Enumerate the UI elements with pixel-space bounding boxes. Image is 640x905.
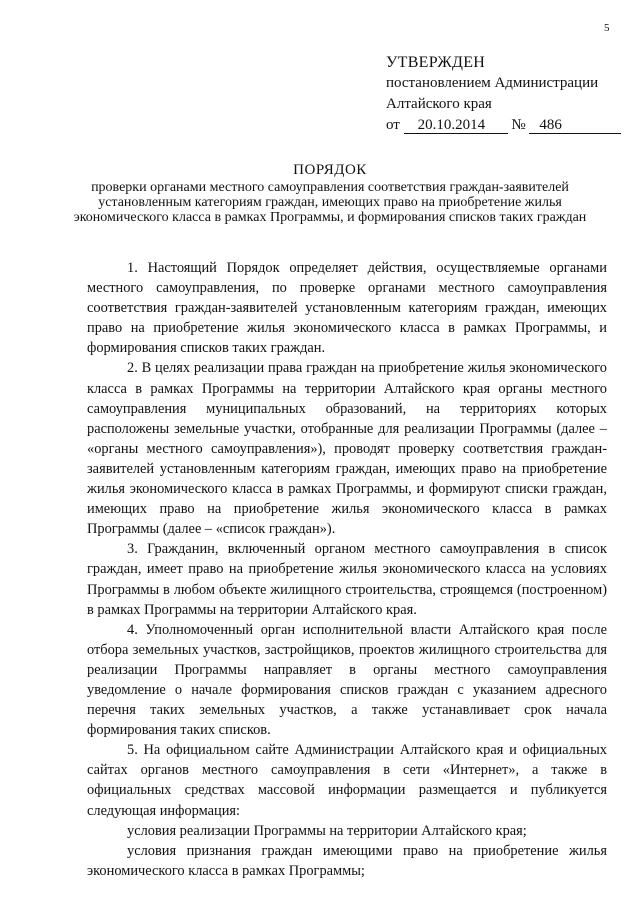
approval-date-line	[386, 115, 621, 136]
document-body	[87, 258, 607, 881]
approval-line-1: постановлением Администрации	[386, 75, 599, 91]
list-item-eligibility-conditions: условия признания граждан имеющими право на приобретение жилья экономического класса в рамках Программы;	[87, 842, 607, 879]
approval-number: 486	[529, 117, 621, 134]
paragraph-2: 2. В целях реализации права граждан на приобретение жилья экономического класса в рамках Программы на территории Алтайского края органы местного самоуправления муниципальных образований, на территориях которых расположены земельные участки, отобранные для реализации Программы (далее – «органы местного самоуправления»), проводят проверку соответствия граждан-заявителей установленным категориям граждан, имеющих право на приобретение жилья экономического класса в рамках Программы, и формируют списки граждан, имеющих право на приобретение жилья экономического класса в рамках Программы (далее – «список граждан»).	[87, 360, 607, 538]
page-number: 5	[604, 22, 610, 34]
list-item-program-conditions: условия реализации Программы на территории Алтайского края;	[127, 822, 527, 839]
paragraph-3: 3. Гражданин, включенный органом местного самоуправления в список граждан, имеет право на приобретение жилья экономического класса на условиях Программы в любом объекте жилищного строительства, строящемся (построенном) в рамках Программы на территории Алтайского края.	[87, 541, 607, 618]
document-title: ПОРЯДОК	[293, 162, 367, 178]
approval-title: УТВЕРЖДЕН	[386, 54, 486, 71]
paragraph-1: 1. Настоящий Порядок определяет действия, осуществляемые органами местного самоуправления, по проверке органами местного самоуправления соответствия граждан-заявителей установленным категориям граждан, имеющих право на приобретение жилья экономического класса в рамках Программы, и формирования списков таких граждан.	[87, 260, 607, 357]
approval-number-label: №	[511, 117, 526, 133]
paragraph-5: 5. На официальном сайте Администрации Алтайского края и официальных сайтах органов местного самоуправления в сети «Интернет», а также в официальных средствах массовой информации размещается и публикуется следующая информация:	[87, 742, 607, 819]
approval-from-label: от	[386, 117, 400, 133]
approval-line-2: Алтайского края	[386, 96, 492, 112]
approval-stamp	[386, 52, 621, 136]
document-subtitle: проверки органами местного самоуправления соответствия граждан-заявителей установленным категориям граждан, имеющих право на приобретение жилья экономического класса в рамках Программы, и формирования списков таких граждан	[73, 180, 587, 225]
approval-date: 20.10.2014	[404, 117, 508, 134]
paragraph-4: 4. Уполномоченный орган исполнительной власти Алтайского края после отбора земельных участков, застройщиков, проектов жилищного строительства для реализации Программы направляет в органы местного самоуправления уведомление о начале формирования списков граждан с указанием адресного перечня таких земельных участков, а также устанавливает срок начала формирования таких списков.	[87, 621, 607, 739]
document-header	[70, 163, 590, 225]
